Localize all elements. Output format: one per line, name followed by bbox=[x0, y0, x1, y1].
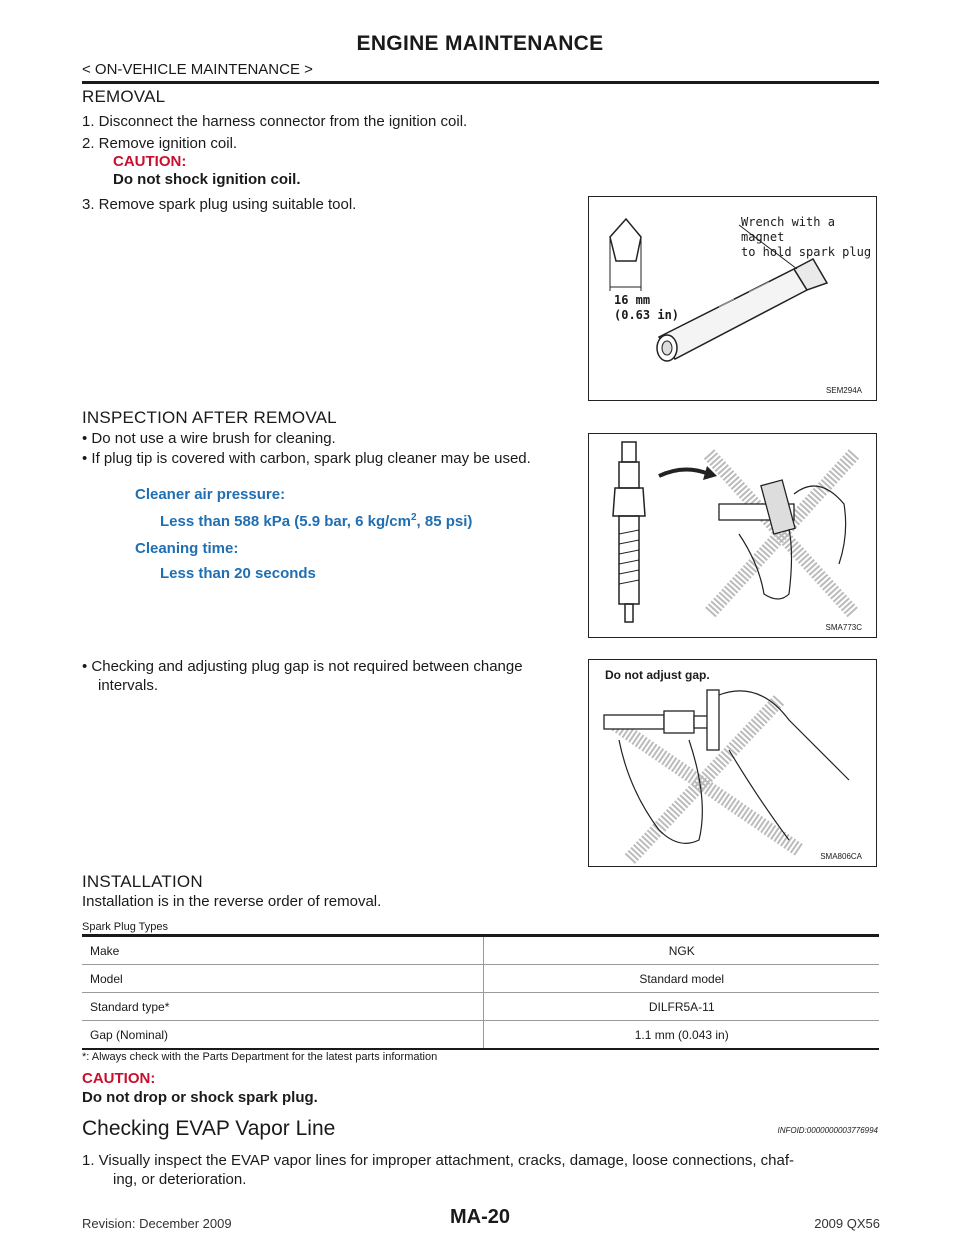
figure2-code: SMA773C bbox=[825, 623, 862, 632]
table-row bbox=[82, 937, 879, 965]
cleaner-air-pressure-value: Less than 588 kPa (5.9 bar, 6 $kg/cm^2$, 85 psi) bbox=[160, 512, 473, 530]
removal-step-2: 2. Remove ignition coil. bbox=[82, 135, 238, 152]
figure1-label-line1: Wrench with a magnet bbox=[741, 215, 835, 244]
removal-step-3: 3. Remove spark plug using suitable tool. bbox=[82, 196, 357, 213]
table-cell-value: Standard model bbox=[484, 965, 879, 993]
page-title: ENGINE MAINTENANCE bbox=[356, 32, 604, 55]
table-cell-label: Make bbox=[82, 937, 484, 965]
footer-revision: Revision: December 2009 bbox=[82, 1216, 232, 1231]
inspection-heading: INSPECTION AFTER REMOVAL bbox=[82, 408, 337, 427]
table-row bbox=[82, 993, 879, 1021]
figure1-dim-line2: (0.63 in) bbox=[614, 308, 680, 322]
page-number: MA-20 bbox=[449, 1206, 510, 1228]
figure-wrench-socket bbox=[588, 196, 877, 401]
figure3-code: SMA806CA bbox=[820, 852, 862, 861]
footer-model: 2009 QX56 bbox=[814, 1216, 880, 1231]
breadcrumb: < ON-VEHICLE MAINTENANCE > bbox=[82, 61, 313, 78]
table-title: Spark Plug Types bbox=[82, 921, 169, 933]
figure-plug-gap bbox=[588, 659, 877, 867]
spark-plug-types-table bbox=[82, 937, 879, 1050]
installation-caution-text: Do not drop or shock spark plug. bbox=[82, 1089, 318, 1106]
inspection-bullet-3: • Checking and adjusting plug gap is not required between change bbox=[82, 658, 523, 675]
section-title-evap: Checking EVAP Vapor Line bbox=[82, 1117, 336, 1140]
cleaning-time-label: Cleaning time: bbox=[135, 540, 239, 557]
figure1-dim-line1: 16 mm bbox=[614, 293, 651, 307]
table-row bbox=[82, 965, 879, 993]
header-divider bbox=[82, 81, 879, 84]
table-cell-value: NGK bbox=[484, 937, 879, 965]
figure1-label-line2: to hold spark plug bbox=[741, 245, 872, 259]
table-cell-label: Gap (Nominal) bbox=[82, 1021, 484, 1050]
removal-step-1: 1. Disconnect the harness connector from the ignition coil. bbox=[82, 113, 468, 130]
table-cell-value: 1.1 mm (0.043 in) bbox=[484, 1021, 879, 1050]
figure-spark-plug-cleaning bbox=[588, 433, 877, 638]
table-footnote: *: Always check with the Parts Department for the latest parts information bbox=[82, 1051, 438, 1063]
table-cell-value: DILFR5A-11 bbox=[484, 993, 879, 1021]
table-cell-label: Model bbox=[82, 965, 484, 993]
evap-step-1-cont: ing, or deterioration. bbox=[113, 1171, 247, 1188]
inspection-bullet-3-cont: intervals. bbox=[98, 677, 159, 694]
cleaner-air-pressure-label: Cleaner air pressure: bbox=[135, 486, 286, 503]
installation-text: Installation is in the reverse order of removal. bbox=[82, 893, 382, 910]
table-cell-label: Standard type* bbox=[82, 993, 484, 1021]
inspection-bullet-2: • If plug tip is covered with carbon, spark plug cleaner may be used. bbox=[82, 450, 531, 467]
figure1-code: SEM294A bbox=[825, 386, 862, 395]
info-id: INFOID:0000000003776994 bbox=[777, 1126, 878, 1135]
installation-caution-label: CAUTION: bbox=[82, 1070, 156, 1087]
cleaning-time-value: Less than 20 seconds bbox=[160, 565, 316, 582]
installation-heading: INSTALLATION bbox=[82, 872, 203, 891]
removal-caution-text: Do not shock ignition coil. bbox=[113, 171, 301, 188]
inspection-bullet-1: • Do not use a wire brush for cleaning. bbox=[82, 430, 336, 447]
figure3-label: Do not adjust gap. bbox=[605, 668, 710, 682]
plug-gap-illustration bbox=[589, 660, 876, 866]
spark-plug-cleaning-illustration bbox=[589, 434, 876, 637]
evap-step-1: 1. Visually inspect the EVAP vapor lines for improper attachment, cracks, damage, loose connections, chaf- bbox=[82, 1152, 795, 1169]
removal-heading: REMOVAL bbox=[82, 87, 166, 106]
table-row bbox=[82, 1021, 879, 1050]
removal-caution-label: CAUTION: bbox=[113, 153, 187, 170]
